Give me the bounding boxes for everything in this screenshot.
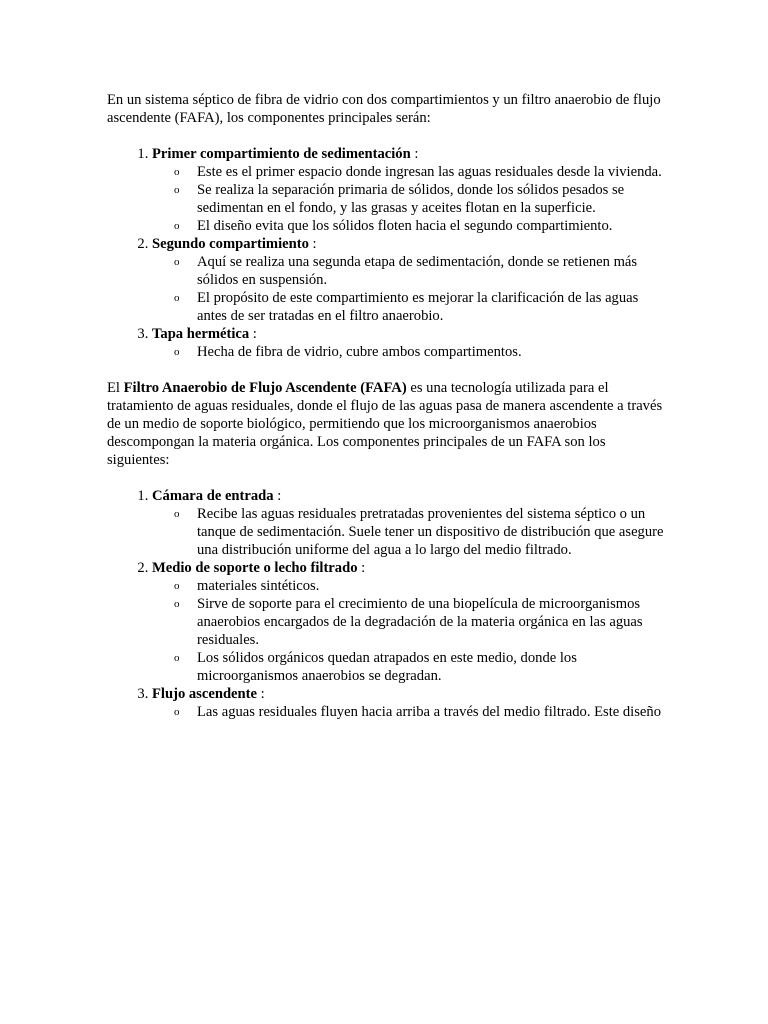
sub-item-text: Recibe las aguas residuales pretratadas provenientes del sistema séptico o un tanque de sedimentación. Suele tener un dispositivo de distribución que asegure una distribución uniforme del agua a lo largo del medio filtrado.: [197, 506, 664, 558]
bullet-icon: o: [174, 706, 180, 718]
item-title: Tapa hermética: [152, 326, 250, 342]
list-item: [152, 145, 667, 235]
sub-item: [174, 163, 667, 181]
para-text-after: es una tecnología utilizada para el tratamiento de aguas residuales, donde el flujo de las aguas pasa de manera ascendente a través de un medio de soporte biológico, permitiendo que los microorganismos anaerobios descompongan la materia orgánica. Los componentes principales de un FAFA son los siguientes:: [107, 380, 663, 468]
item-title: Primer compartimiento de sedimentación: [152, 146, 411, 162]
sub-item-text: Hecha de fibra de vidrio, cubre ambos compartimentos.: [197, 344, 522, 360]
bullet-icon: o: [174, 292, 180, 304]
bullet-icon: o: [174, 184, 180, 196]
septic-components-list: [107, 145, 667, 361]
sub-item: [174, 181, 667, 217]
bullet-icon: o: [174, 598, 180, 610]
list-item: [152, 487, 667, 559]
sub-list: [152, 577, 667, 685]
item-title: Flujo ascendente: [152, 686, 257, 702]
sub-list: [152, 343, 667, 361]
sub-item: [174, 217, 667, 235]
fafa-paragraph: [107, 379, 667, 469]
list-item: [152, 559, 667, 685]
list-item: [152, 325, 667, 361]
bullet-icon: o: [174, 652, 180, 664]
item-title: Segundo compartimiento: [152, 236, 309, 252]
sub-list: [152, 253, 667, 325]
sub-item-text: materiales sintéticos.: [197, 578, 320, 594]
sub-item: [174, 595, 667, 649]
sub-item-text: Se realiza la separación primaria de sólidos, donde los sólidos pesados se sedimentan en el fondo, y las grasas y aceites flotan en la superficie.: [197, 182, 625, 216]
sub-item: [174, 289, 667, 325]
item-title: Cámara de entrada: [152, 488, 274, 504]
sub-item-text: Las aguas residuales fluyen hacia arriba a través del medio filtrado. Este diseño: [197, 704, 661, 720]
sub-item: [174, 505, 667, 559]
sub-list: [152, 163, 667, 235]
sub-item: [174, 343, 667, 361]
sub-item-text: Los sólidos orgánicos quedan atrapados en este medio, donde los microorganismos anaerobios se degradan.: [197, 650, 577, 684]
bullet-icon: o: [174, 256, 180, 268]
item-suffix: :: [410, 146, 419, 162]
para-bold-term: Filtro Anaerobio de Flujo Ascendente (FAFA): [123, 380, 407, 396]
bullet-icon: o: [174, 220, 180, 232]
bullet-icon: o: [174, 508, 180, 520]
sub-item: [174, 649, 667, 685]
fafa-components-list: [107, 487, 667, 721]
sub-item-text: Este es el primer espacio donde ingresan las aguas residuales desde la vivienda.: [197, 164, 662, 180]
item-suffix: :: [273, 488, 282, 504]
list-item: [152, 235, 667, 325]
item-suffix: :: [308, 236, 317, 252]
document-page: [107, 91, 667, 739]
item-suffix: :: [357, 560, 366, 576]
bullet-icon: o: [174, 166, 180, 178]
sub-item-text: El propósito de este compartimiento es mejorar la clarificación de las aguas antes de ser tratadas en el filtro anaerobio.: [197, 290, 639, 324]
item-suffix: :: [257, 686, 265, 702]
sub-item: [174, 703, 667, 721]
item-suffix: :: [249, 326, 257, 342]
sub-item-text: Sirve de soporte para el crecimiento de una biopelícula de microorganismos anaerobios encargados de la degradación de la materia orgánica en las aguas residuales.: [197, 596, 643, 648]
sub-list: [152, 703, 667, 721]
sub-item: [174, 577, 667, 595]
list-item: [152, 685, 667, 721]
bullet-icon: o: [174, 346, 180, 358]
bullet-icon: o: [174, 580, 180, 592]
intro-paragraph: En un sistema séptico de fibra de vidrio con dos compartimientos y un filtro anaerobio de flujo ascendente (FAFA), los componentes principales serán:: [107, 92, 661, 126]
sub-item-text: Aquí se realiza una segunda etapa de sedimentación, donde se retienen más sólidos en suspensión.: [197, 254, 638, 288]
para-text-before: El: [107, 380, 124, 396]
sub-item-text: El diseño evita que los sólidos floten hacia el segundo compartimiento.: [197, 218, 613, 234]
item-title: Medio de soporte o lecho filtrado: [152, 560, 358, 576]
sub-list: [152, 505, 667, 559]
sub-item: [174, 253, 667, 289]
